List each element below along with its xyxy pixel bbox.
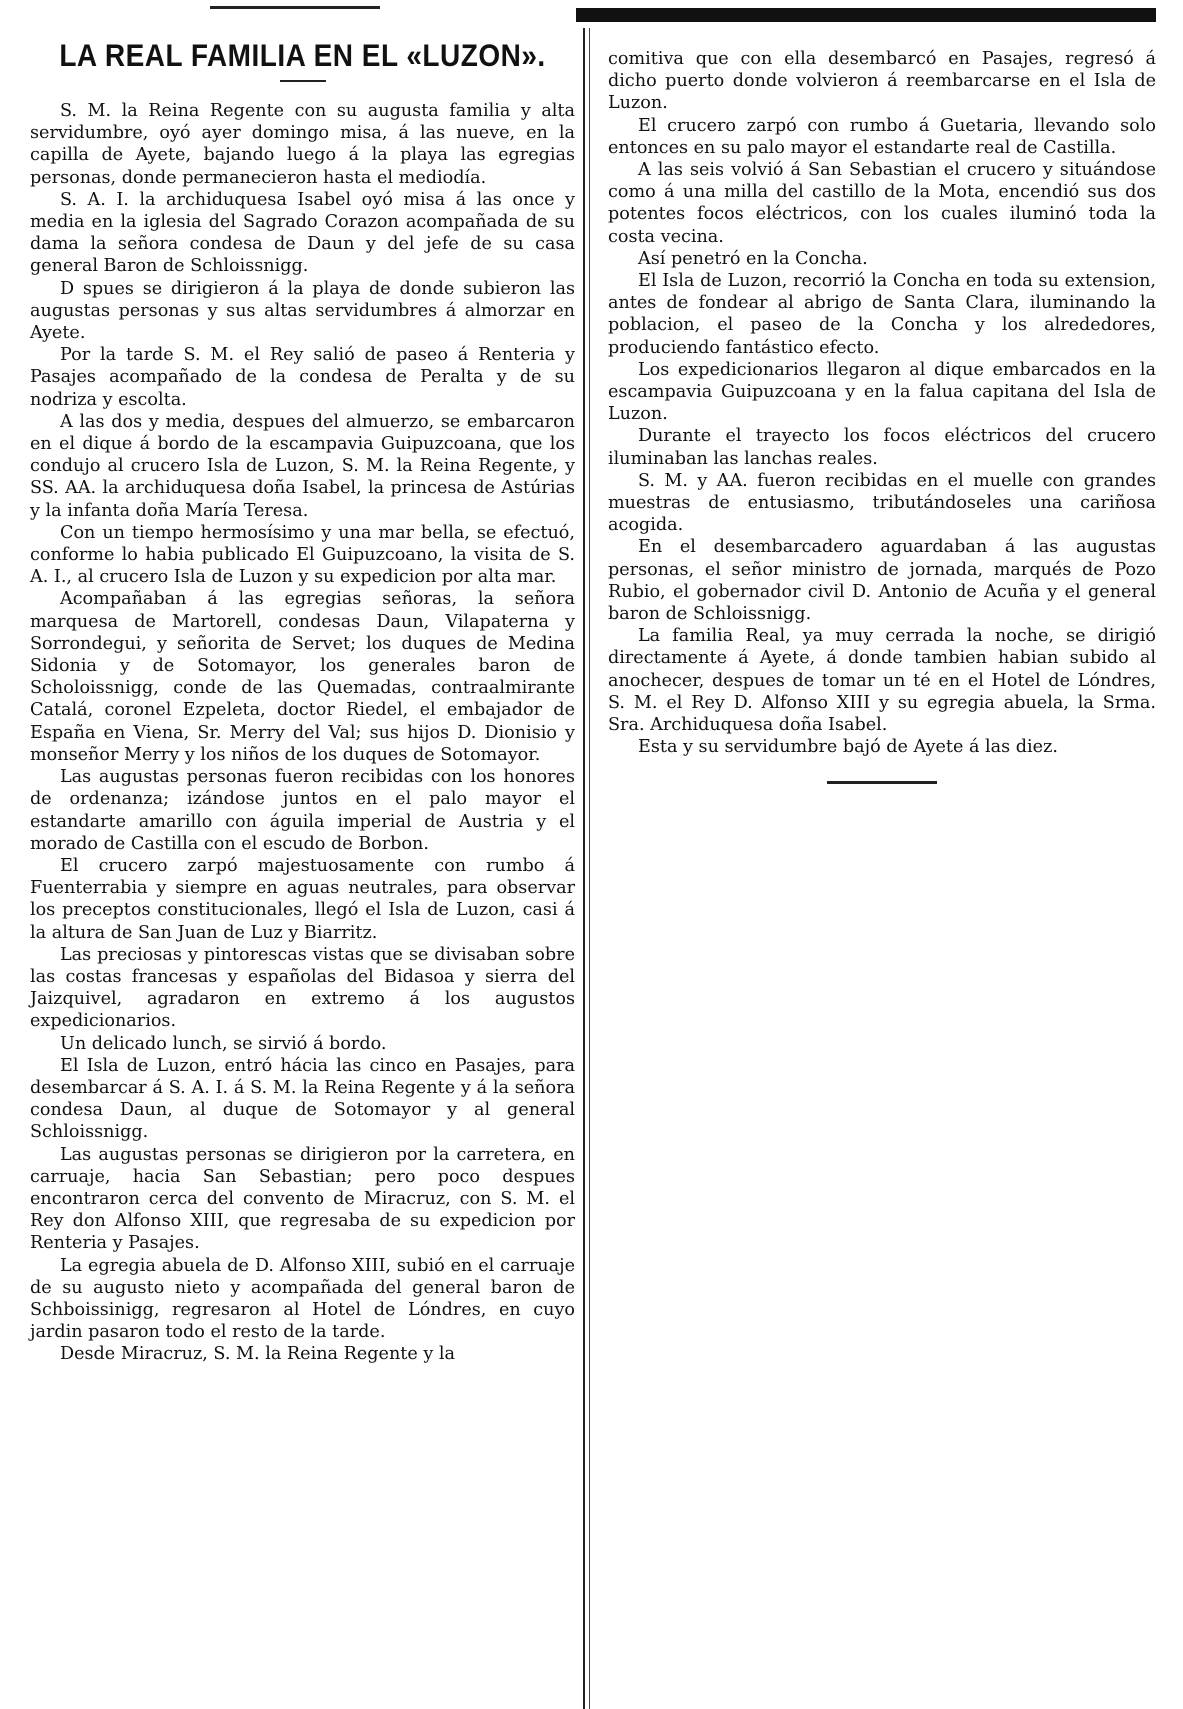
left-column bbox=[30, 0, 575, 1709]
paragraph: El crucero zarpó majestuosamente con rumbo á Fuenterrabia y siempre en aguas neutrales, para observar los preceptos constitucionales, llegó el Isla de Luzon, casi á la altura de San Juan de Luz y Biarritz. bbox=[30, 855, 575, 943]
paragraph-continuation: comitiva que con ella desembarcó en Pasajes, regresó á dicho puerto donde volvieron á reembarcarse en el Isla de Luzon. bbox=[608, 49, 1156, 114]
paragraph: A las dos y media, despues del almuerzo, se embarcaron en el dique á bordo de la escampavia Guipuzcoana, que los condujo al crucero Isla de Luzon, S. M. la Reina Regente, y SS. AA. la archiduquesa doña Isabel, la princesa de Astúrias y la infanta doña María Teresa. bbox=[30, 411, 575, 521]
paragraph: Por la tarde S. M. el Rey salió de paseo á Renteria y Pasajes acompañado de la condesa de Peralta y de su nodriza y escolta. bbox=[30, 345, 575, 410]
paragraph: El Isla de Luzon, entró hácia las cinco en Pasajes, para desembarcar á S. A. I. á S. M. la Reina Regente y á la señora condesa Daun, al duque de Sotomayor y al general Schloissnigg. bbox=[30, 1055, 575, 1143]
article-headline: LA REAL FAMILIA EN EL «LUZON». bbox=[59, 38, 546, 73]
paragraph: Esta y su servidumbre bajó de Ayete á las diez. bbox=[638, 737, 1058, 758]
paragraph: S. M. y AA. fueron recibidas en el muelle con grandes muestras de entusiasmo, tributándoseles una cariñosa acogida. bbox=[608, 470, 1156, 536]
end-ornament-rule bbox=[827, 781, 937, 784]
paragraph: Los expedicionarios llegaron al dique embarcados en la escampavia Guipuzcoana y en la falua capitana del Isla de Luzon. bbox=[608, 359, 1156, 425]
paragraph: A las seis volvió á San Sebastian el crucero y situándose como á una milla del castillo de la Mota, encendió sus dos potentes focos eléctricos, con los cuales iluminó toda la costa vecina. bbox=[608, 160, 1156, 247]
paragraph: D spues se dirigieron á la playa de donde subieron las augustas personas y sus altas servidumbres á almorzar en Ayete. bbox=[30, 278, 575, 344]
column-divider bbox=[583, 28, 585, 1709]
column-divider-thin bbox=[589, 28, 590, 1709]
paragraph: S. A. I. la archiduquesa Isabel oyó misa á las once y media en la iglesia del Sagrado Corazon acompañada de su dama la señora condesa de Daun y del jefe de su casa general Baron de Schloissnigg. bbox=[30, 189, 575, 277]
paragraph: La egregia abuela de D. Alfonso XIII, subió en el carruaje de su augusto nieto y acompañada del general baron de Schboissinigg, regresaron al Hotel de Lóndres, en cuyo jardin pasaron todo el resto de la tarde. bbox=[30, 1255, 575, 1343]
paragraph: Un delicado lunch, se sirvió á bordo. bbox=[60, 1033, 387, 1054]
paragraph: La familia Real, ya muy cerrada la noche, se dirigió directamente á Ayete, á donde tambien habian subido al anochecer, despues de tomar un té en el Hotel de Lóndres, S. M. el Rey D. Alfonso XIII y su egregia abuela, la Srma. Sra. Archiduquesa doña Isabel. bbox=[608, 626, 1156, 736]
paragraph: Las augustas personas fueron recibidas con los honores de ordenanza; izándose juntos en el palo mayor el estandarte amarillo con águila imperial de Austria y el morado de Castilla con el escudo de Borbon. bbox=[30, 767, 575, 854]
paragraph: Durante el trayecto los focos eléctricos del crucero iluminaban las lanchas reales. bbox=[608, 426, 1156, 469]
paragraph: Con un tiempo hermosísimo y una mar bella, se efectuó, conforme lo habia publicado El Guipuzcoano, la visita de S. A. I., al crucero Isla de Luzon y su expedicion por alta mar. bbox=[30, 522, 575, 588]
paragraph: Las augustas personas se dirigieron por la carretera, en carruaje, hacia San Sebastian; pero poco despues encontraron cerca del convento de Miracruz, con S. M. el Rey don Alfonso XIII, que regresaba de su expedicion por Renteria y Pasajes. bbox=[30, 1144, 575, 1254]
paragraph: El Isla de Luzon, recorrió la Concha en toda su extension, antes de fondear al abrigo de Santa Clara, iluminando la poblacion, el paseo de la Concha y los alrededores, produciendo fantástico efecto. bbox=[608, 271, 1156, 358]
paragraph: El crucero zarpó con rumbo á Guetaria, llevando solo entonces en su palo mayor el estandarte real de Castilla. bbox=[608, 115, 1156, 158]
right-column bbox=[608, 0, 1156, 1709]
paragraph: S. M. la Reina Regente con su augusta familia y alta servidumbre, oyó ayer domingo misa, á las nueve, en la capilla de Ayete, bajando luego á la playa las egregias personas, donde permanecieron hasta el mediodía. bbox=[30, 101, 575, 188]
paragraph: Así penetró en la Concha. bbox=[638, 248, 868, 269]
paragraph: Las preciosas y pintorescas vistas que se divisaban sobre las costas francesas y españolas del Bidasoa y sierra del Jaizquivel, agradaron en extremo á los augustos expedicionarios. bbox=[30, 944, 575, 1032]
paragraph: Desde Miracruz, S. M. la Reina Regente y la bbox=[60, 1344, 456, 1365]
paragraph: En el desembarcadero aguardaban á las augustas personas, el señor ministro de jornada, marqués de Pozo Rubio, el gobernador civil D. Antonio de Acuña y el general baron de Schloissnigg. bbox=[608, 537, 1156, 625]
headline-rule bbox=[280, 80, 326, 82]
paragraph: Acompañaban á las egregias señoras, la señora marquesa de Martorell, condesas Daun, Vilapaterna y Sorrondegui, y señorita de Servet; los duques de Medina Sidonia y de Sotomayor, los generales baron de Scholoissnigg, conde de las Quemadas, contraalmirante Catalá, coronel Ezpeleta, doctor Riedel, el embajador de España en Viena, Sr. Merry del Val; sus hijos D. Dionisio y monseñor Merry y los niños de los duques de Sotomayor. bbox=[30, 589, 575, 765]
